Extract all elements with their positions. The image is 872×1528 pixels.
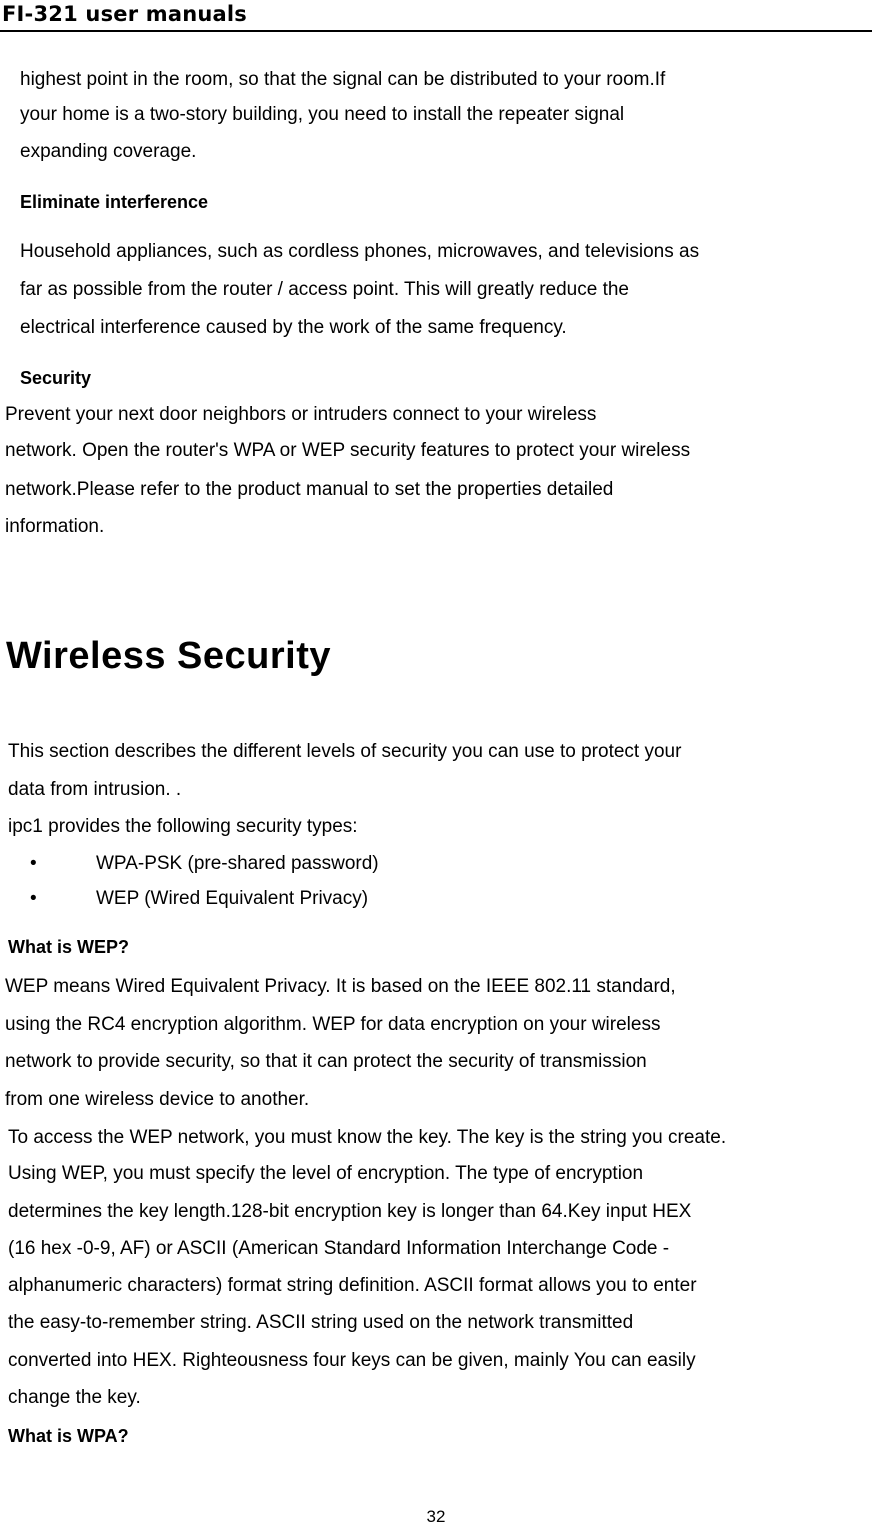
paragraph-line: information. (5, 516, 105, 537)
paragraph-line: Household appliances, such as cordless phones, microwaves, and televisions as (20, 241, 700, 262)
paragraph-line: expanding coverage. (20, 141, 197, 162)
paragraph-line: (16 hex -0-9, AF) or ASCII (American Standard Information Interchange Code - (8, 1238, 670, 1259)
bullet-text: WEP (Wired Equivalent Privacy) (96, 888, 369, 909)
bullet-symbol: • (30, 888, 37, 909)
paragraph-line: the easy-to-remember string. ASCII string used on the network transmitted (8, 1312, 634, 1333)
page-header (0, 0, 872, 32)
paragraph-line: far as possible from the router / access point. This will greatly reduce the (20, 279, 629, 300)
paragraph-line: To access the WEP network, you must know the key. The key is the string you create. (8, 1127, 727, 1148)
paragraph-line: network. Open the router's WPA or WEP security features to protect your wireless (5, 440, 691, 461)
section-title: Wireless Security (6, 635, 331, 677)
paragraph-line: converted into HEX. Righteousness four keys can be given, mainly You can easily (8, 1350, 696, 1371)
paragraph-line: from one wireless device to another. (5, 1089, 310, 1110)
page-number: 32 (426, 1507, 446, 1526)
paragraph-line: change the key. (8, 1387, 141, 1408)
paragraph-line: highest point in the room, so that the signal can be distributed to your room.If (20, 69, 666, 90)
paragraph-line: your home is a two-story building, you need to install the repeater signal (20, 104, 625, 125)
paragraph-line: Prevent your next door neighbors or intruders connect to your wireless (5, 404, 597, 425)
bullet-symbol: • (30, 853, 37, 874)
paragraph-line: network to provide security, so that it can protect the security of transmission (5, 1051, 647, 1072)
section-heading: What is WEP? (8, 937, 129, 957)
section-heading: Security (20, 368, 92, 388)
paragraph-line: network.Please refer to the product manual to set the properties detailed (5, 479, 614, 500)
paragraph-line: WEP means Wired Equivalent Privacy. It is based on the IEEE 802.11 standard, (5, 976, 676, 997)
section-heading: Eliminate interference (20, 192, 209, 212)
bullet-text: WPA-PSK (pre-shared password) (96, 853, 379, 874)
paragraph-line: using the RC4 encryption algorithm. WEP for data encryption on your wireless (5, 1014, 661, 1035)
section-heading: What is WPA? (8, 1426, 129, 1446)
paragraph-line: ipc1 provides the following security types: (8, 816, 358, 837)
paragraph-line: alphanumeric characters) format string definition. ASCII format allows you to enter (8, 1275, 697, 1296)
paragraph-line: data from intrusion. . (8, 779, 182, 800)
paragraph-line: determines the key length.128-bit encryption key is longer than 64.Key input HEX (8, 1201, 692, 1222)
paragraph-line: electrical interference caused by the work of the same frequency. (20, 317, 567, 338)
paragraph-line: Using WEP, you must specify the level of encryption. The type of encryption (8, 1163, 644, 1184)
manual-title: FI-321 user manuals (2, 2, 248, 26)
paragraph-line: This section describes the different levels of security you can use to protect your (8, 741, 682, 762)
